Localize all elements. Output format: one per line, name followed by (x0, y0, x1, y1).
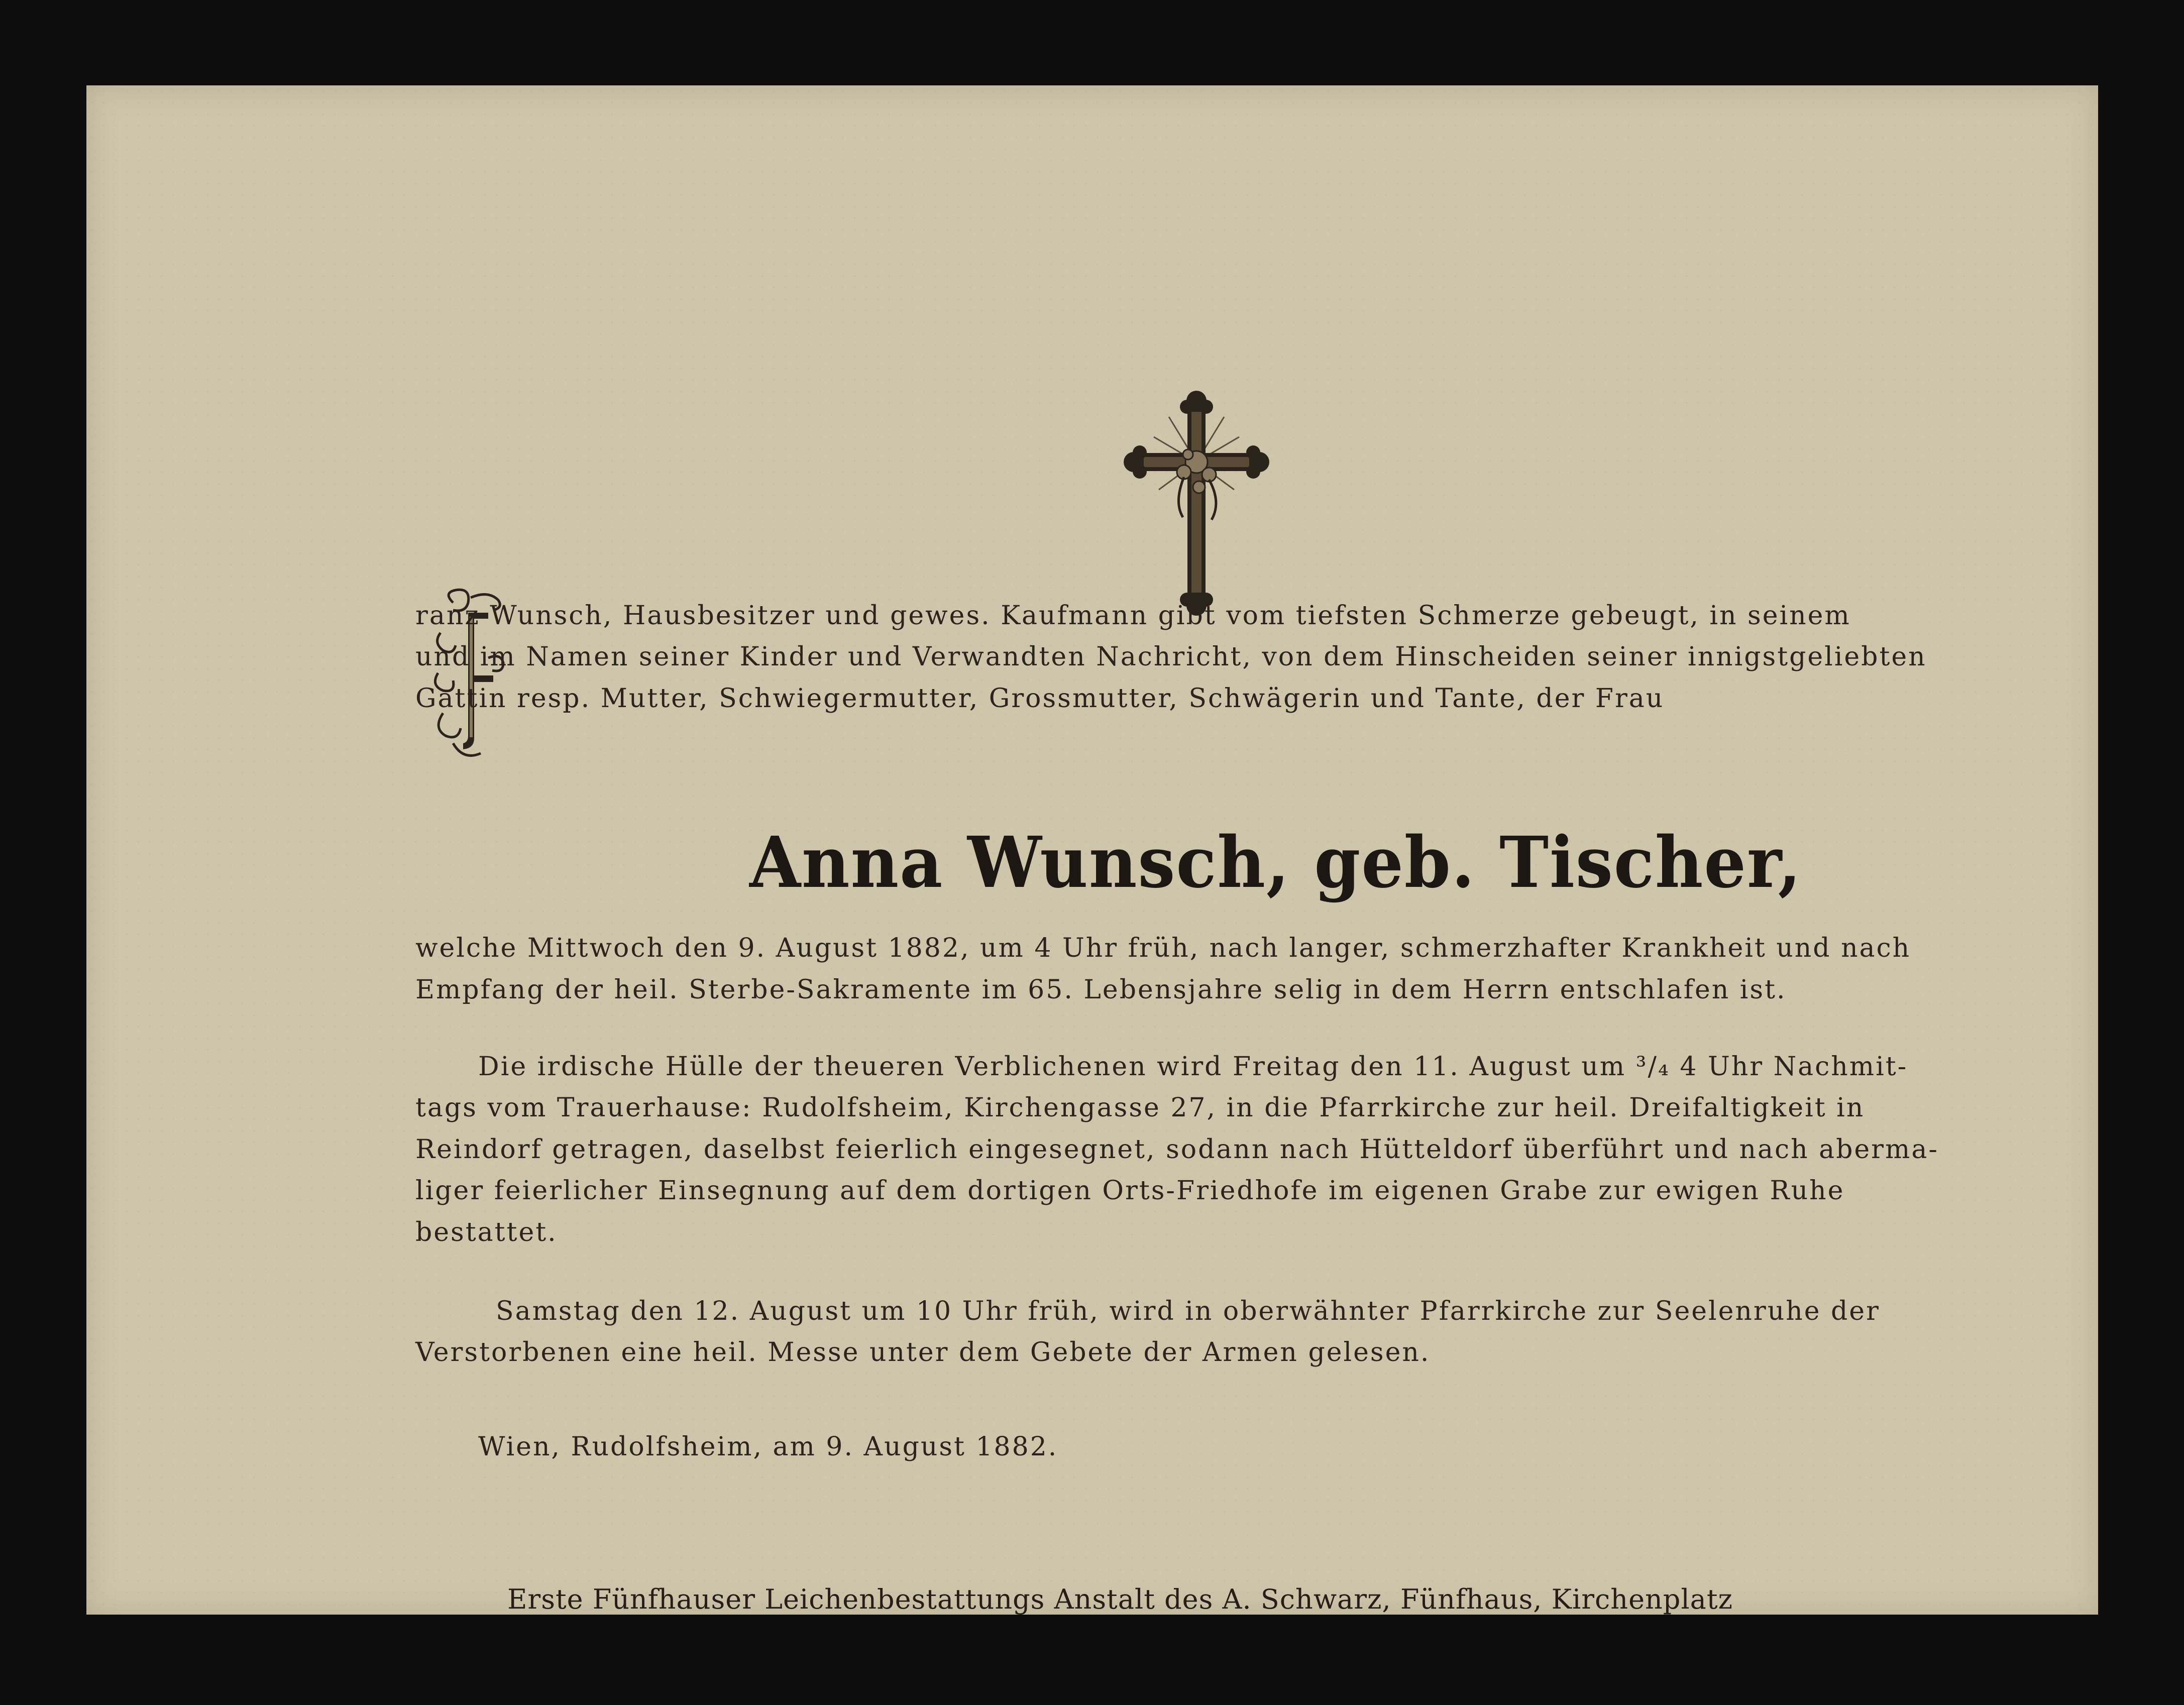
funeral-line-4: liger feierlicher Einsegnung auf dem dortigen Orts-Friedhofe im eigenen Grabe zur ewigen Ruhe (415, 1176, 1845, 1206)
mass-line-1: Samstag den 12. August um 10 Uhr früh, wird in oberwähnter Pfarrkirche zur Seelenruhe der (496, 1296, 1880, 1326)
funeral-line-2: tags vom Trauerhause: Rudolfsheim, Kirchengasse 27, in die Pfarrkirche zur heil. Dreifaltigkeit in (415, 1093, 1865, 1123)
mass-line-2: Verstorbenen eine heil. Messe unter dem Gebete der Armen gelesen. (415, 1337, 1431, 1368)
funeral-line-1: Die irdische Hülle der theueren Verblichenen wird Freitag den 11. August um ³/₄ 4 Uhr Nachmit- (478, 1052, 1908, 1082)
deceased-name-heading: Anna Wunsch, geb. Tischer, (749, 822, 1802, 904)
intro-line-3: Gattin resp. Mutter, Schwiegermutter, Grossmutter, Schwägerin und Tante, der Frau (415, 684, 1665, 714)
intro-line-1: ranz Wunsch, Hausbesitzer und gewes. Kaufmann gibt vom tiefsten Schmerze gebeugt, in seinem (415, 601, 1851, 631)
mourning-notice-paper (86, 85, 2098, 1615)
death-line-1: welche Mittwoch den 9. August 1882, um 4 Uhr früh, nach langer, schmerzhafter Krankheit und nach (415, 933, 1911, 963)
printer-footer: Erste Fünfhauser Leichenbestattungs Anstalt des A. Schwarz, Fünfhaus, Kirchenplatz (507, 1583, 1733, 1615)
funeral-line-3: Reindorf getragen, daselbst feierlich eingesegnet, sodann nach Hütteldorf überführt und nach aberma- (415, 1134, 1939, 1165)
ornamental-cross-icon (1124, 387, 1269, 618)
death-line-2: Empfang der heil. Sterbe-Sakramente im 65. Lebensjahre selig in dem Herrn entschlafen ist. (415, 975, 1787, 1005)
intro-line-2: und im Namen seiner Kinder und Verwandten Nachricht, von dem Hinscheiden seiner innigstgeliebten (415, 642, 1927, 672)
funeral-line-5: bestattet. (415, 1217, 558, 1247)
place-and-date: Wien, Rudolfsheim, am 9. August 1882. (478, 1432, 1058, 1462)
